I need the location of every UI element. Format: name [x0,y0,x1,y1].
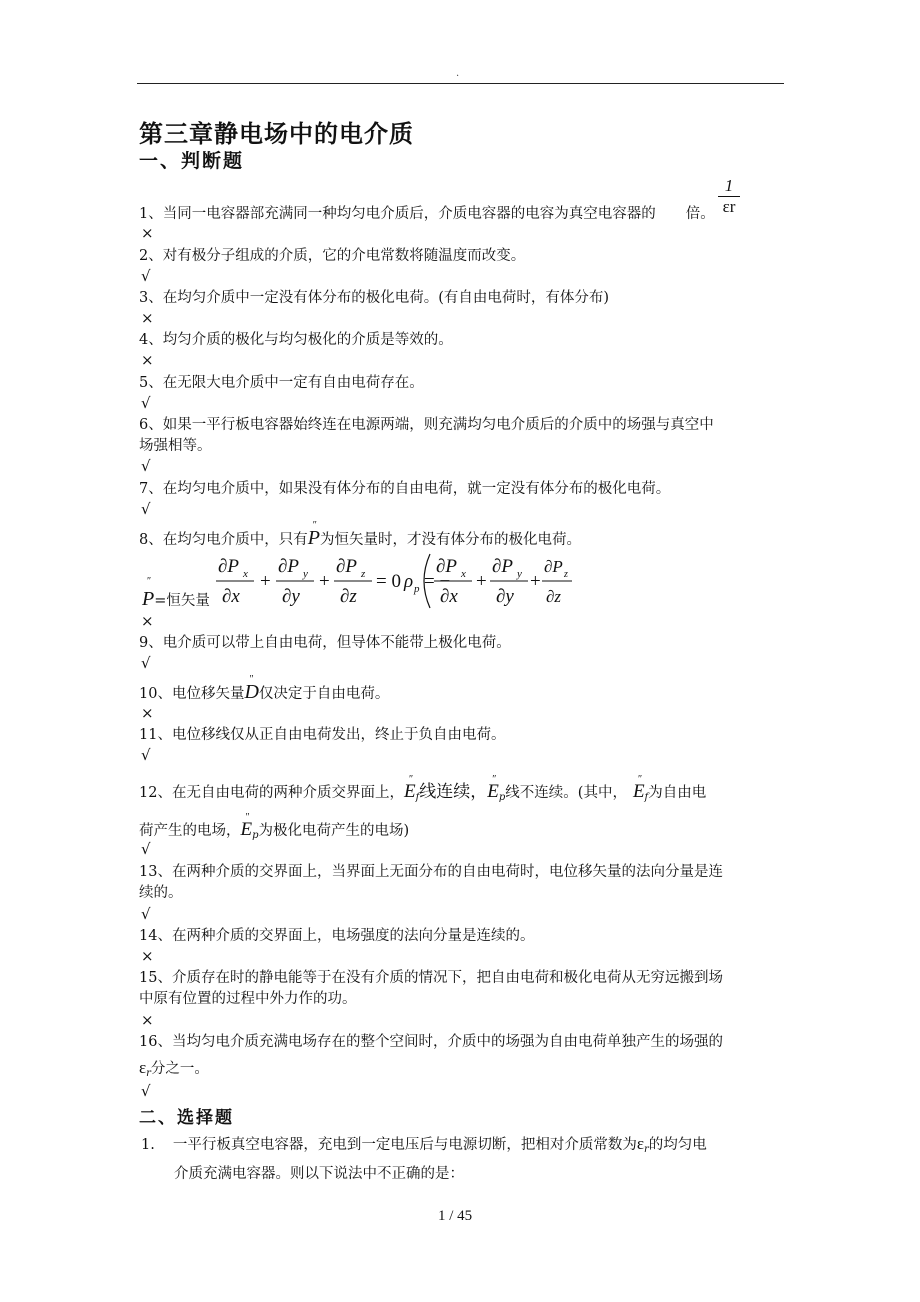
vector-p-symbol: ″ P [142,588,154,611]
item-text-tail: 的均匀电 [648,1137,707,1153]
answer-mark: √ [141,654,151,672]
vector-p-symbol: ″ P [308,528,320,548]
judgment-item-5 [139,373,424,393]
item-text: 、电位移线仅从正自由电荷发出，终止于负自由电荷。 [157,727,506,743]
item-number: 13 [139,864,158,880]
sub-f: f [415,792,420,803]
sub-x: x [461,568,466,580]
item-number: 1 [139,206,149,222]
dx-denominator: ∂x [440,586,458,607]
item-text: 、电介质可以带上自由电荷，但导体不能带上极化电荷。 [148,635,511,651]
judgment-item-10 [139,682,389,704]
page-title: 第三章静电场中的电介质 [139,119,414,148]
answer-mark: × [141,351,154,369]
rho-symbol: ρ [404,571,414,592]
sub-y: y [517,568,522,580]
item-number: 5 [139,375,149,391]
dz-denominator: ∂z [340,586,357,607]
sub-r: r [643,1144,649,1155]
item-text: 、在均匀电介质中，只有 [148,532,308,548]
item-text-tail: 为恒矢量时，才没有体分布的极化电荷。 [319,532,581,548]
vector-d-symbol: ″ D [244,682,258,702]
sub-z: z [564,569,568,580]
answer-mark: × [141,309,154,327]
sub-x: x [243,568,248,580]
item-text: 、当同一电容器部充满同一种均匀电介质后，介质电容器的电容为真空电容器的 [148,206,656,222]
continuation-text: 分之一。 [150,1061,209,1077]
item-text-tail: 仅决定于自由电荷。 [258,686,390,702]
answer-mark: × [141,947,154,965]
judgment-item-8 [139,528,581,550]
judgment-item-3 [139,288,609,308]
answer-mark: × [141,704,154,722]
dx-denominator: ∂x [222,586,240,607]
judgment-item-6 [139,415,714,435]
equals-minus: = − [424,571,451,592]
item-text: 、在均匀电介质中，如果没有体分布的自由电荷，就一定没有体分布的极化电荷。 [148,481,671,497]
fraction-denominator: εr [722,197,736,216]
sub-z: z [361,568,366,580]
item-text-tail: 为自由电 [648,785,707,801]
item-number: 7 [139,481,149,497]
item-continuation: 中原有位置的过程中外力作的功。 [139,991,357,1007]
item-text: 、在两种介质的交界面上，当界面上无面分布的自由电荷时，电位移矢量的法向分量是连 [157,864,723,880]
item-number: 4 [139,332,149,348]
judgment-item-4 [139,330,453,350]
item-number: 6 [139,417,149,433]
dPy-numerator: ∂P [278,556,299,577]
answer-mark: √ [141,267,151,285]
plus-sign: + [319,571,330,592]
dPx-numerator: ∂P [218,556,239,577]
epsilon-symbol: ε [139,1058,147,1077]
judgment-item-1 [139,204,715,224]
constant-label: =恒矢量 [154,593,210,609]
answer-mark: √ [141,840,151,858]
item-number: 1. [141,1137,155,1153]
item-number: 2 [139,248,149,264]
formula-p-constant [142,588,210,611]
item-text: 、如果一平行板电容器始终连在电源两端，则充满均匀电介质后的介质中的场强与真空中 [148,417,714,433]
item-text-mid: 线连续， [419,782,488,802]
answer-mark: × [141,1011,154,1029]
item-number: 11 [139,727,158,743]
plus-sign: + [260,571,271,592]
judgment-item-11 [139,725,505,745]
section-choice-heading: 二、选择题 [139,1108,234,1128]
judgment-item-13 [139,862,723,882]
item-text: 一平行板真空电容器，充电到一定电压后与电源切断，把相对介质常数为 [172,1137,637,1153]
item-number: 3 [139,290,149,306]
item-text: 、当均匀电介质充满电场存在的整个空间时，介质中的场强为自由电荷单独产生的场强的 [157,1034,723,1050]
item-continuation: 续的。 [139,885,183,901]
section-judgment-heading: 一、判断题 [139,150,245,172]
item-text-mid2: 线不连续。(其中， [505,785,627,801]
item-number: 8 [139,532,149,548]
item-text: 、电位移矢量 [157,686,245,702]
continuation-text: 荷产生的电场， [139,823,241,839]
judgment-item-16 [139,1032,723,1052]
answer-mark: √ [141,905,151,923]
answer-mark: √ [141,746,151,764]
answer-mark: √ [141,457,151,475]
dPx-numerator: ∂P [436,556,457,577]
vector-ef-symbol: ″ E [633,782,645,802]
item-continuation [139,1058,209,1084]
divergence-formula [214,550,574,610]
judgment-item-15 [139,968,723,988]
item-continuation: 场强相等。 [139,438,212,454]
plus-sign: + [476,571,487,592]
item-text: 、在无自由电荷的两种介质交界面上， [157,785,404,801]
vector-ep-symbol: ″ E [241,820,253,840]
choice-item-1 [141,1134,707,1160]
sub-p: p [252,830,259,841]
sub-y: y [303,568,308,580]
item-number: 12 [139,785,158,801]
header-dot: . [456,68,460,79]
sub-f: f [644,792,649,803]
item-number: 9 [139,635,149,651]
dPz-numerator: ∂P [544,557,563,576]
judgment-item-2 [139,246,525,266]
item-number: 16 [139,1034,158,1050]
item-number: 10 [139,686,158,702]
item-text: 、介质存在时的静电能等于在没有介质的情况下，把自由电荷和极化电荷从无穷远搬到场 [157,970,723,986]
dy-denominator: ∂y [496,586,514,607]
answer-mark: × [141,612,154,630]
vector-ep-symbol: ″ E [487,782,499,802]
fraction-one-over-er [718,176,740,217]
item-number: 15 [139,970,158,986]
judgment-item-12 [139,782,706,808]
item-number: 14 [139,928,158,944]
item-text-tail: 倍。 [685,206,715,222]
continuation-text-tail: 为极化电荷产生的电场) [258,823,410,839]
plus-sign: + [530,571,541,592]
dy-denominator: ∂y [282,586,300,607]
epsilon-symbol: ε [636,1134,644,1153]
sub-r: r [146,1068,151,1079]
sub-p: p [414,583,420,595]
sub-p: p [498,792,506,803]
answer-mark: √ [141,500,151,518]
vector-ef-symbol: ″ E [404,782,416,802]
item-text: 、在无限大电介质中一定有自由电荷存在。 [148,375,424,391]
item-text: 、对有极分子组成的介质，它的介电常数将随温度而改变。 [148,248,526,264]
item-continuation: 介质充满电容器。则以下说法中不正确的是： [174,1166,464,1182]
item-text: 、均匀介质的极化与均匀极化的介质是等效的。 [148,332,453,348]
header-rule [137,83,784,84]
dz-denominator: ∂z [546,587,562,606]
answer-mark: √ [141,1082,151,1100]
page-number: 1 / 45 [438,1208,473,1224]
item-text: 、在两种介质的交界面上，电场强度的法向分量是连续的。 [157,928,535,944]
item-text: 、在均匀介质中一定没有体分布的极化电荷。(有自由电荷时，有体分布) [148,290,610,306]
judgment-item-7 [139,479,670,499]
judgment-item-14 [139,926,534,946]
item-continuation [139,820,409,846]
answer-mark: × [141,224,154,242]
fraction-numerator: 1 [718,176,740,197]
dPz-numerator: ∂P [336,556,357,577]
dPy-numerator: ∂P [492,556,513,577]
equals-zero: = 0 [376,571,401,592]
answer-mark: √ [141,394,151,412]
judgment-item-9 [139,633,511,653]
